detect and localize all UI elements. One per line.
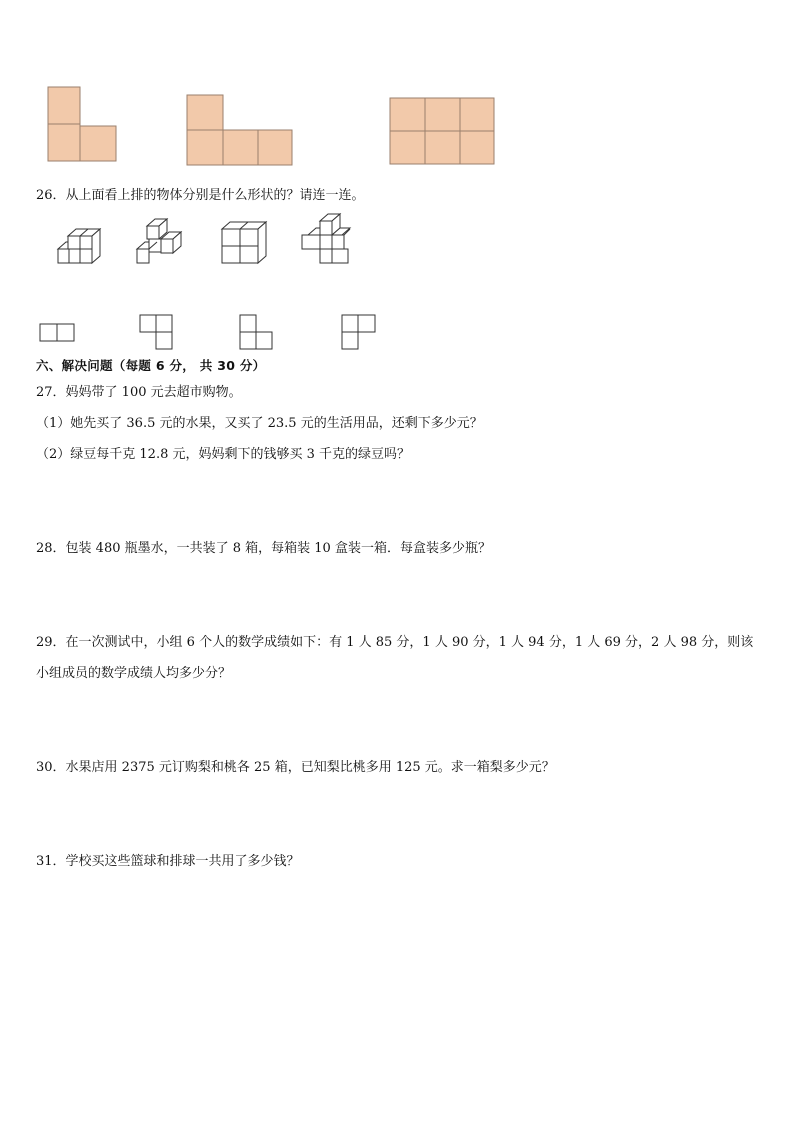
- cube-stack-d: [300, 212, 356, 268]
- top-view-offset-shape: [340, 314, 380, 352]
- shape-figure-1: [47, 86, 119, 166]
- question-31: 31．学校买这些篮球和排球一共用了多少钱？: [36, 854, 300, 869]
- cube-stack-c: [220, 220, 270, 266]
- top-view-step-shape: [239, 314, 277, 352]
- question-26: 26．从上面看上排的物体分别是什么形状的？请连一连。: [36, 188, 365, 203]
- top-view-corner-shape: [139, 314, 177, 352]
- question-27-part-2: （2）绿豆每千克 12.8 元，妈妈剩下的钱够买 3 千克的绿豆吗？: [36, 447, 411, 462]
- cube-stack-b: [135, 218, 187, 268]
- shape-figure-2: [186, 94, 296, 168]
- question-27: 27．妈妈带了 100 元去超市购物。: [36, 385, 242, 400]
- cube-stack-a: [56, 228, 104, 266]
- top-view-two-square-row: [39, 323, 77, 343]
- shape-figure-3: [389, 97, 497, 167]
- question-29-line-2: 小组成员的数学成绩人均多少分？: [36, 666, 232, 681]
- question-27-part-1: （1）她先买了 36.5 元的水果，又买了 23.5 元的生活用品，还剩下多少元？: [36, 416, 483, 431]
- section-6-title: 六、解决问题（每题 6 分， 共 30 分）: [36, 358, 266, 373]
- question-30: 30．水果店用 2375 元订购梨和桃各 25 箱，已知梨比桃多用 125 元。求一箱梨多少元？: [36, 760, 555, 775]
- question-29-line-1: 29．在一次测试中，小组 6 个人的数学成绩如下：有 1 人 85 分，1 人 90 分，1 人 94 分，1 人 69 分，2 人 98 分，则该: [36, 635, 754, 650]
- question-28: 28．包装 480 瓶墨水，一共装了 8 箱，每箱装 10 盒装一箱．每盒装多少瓶？: [36, 541, 491, 556]
